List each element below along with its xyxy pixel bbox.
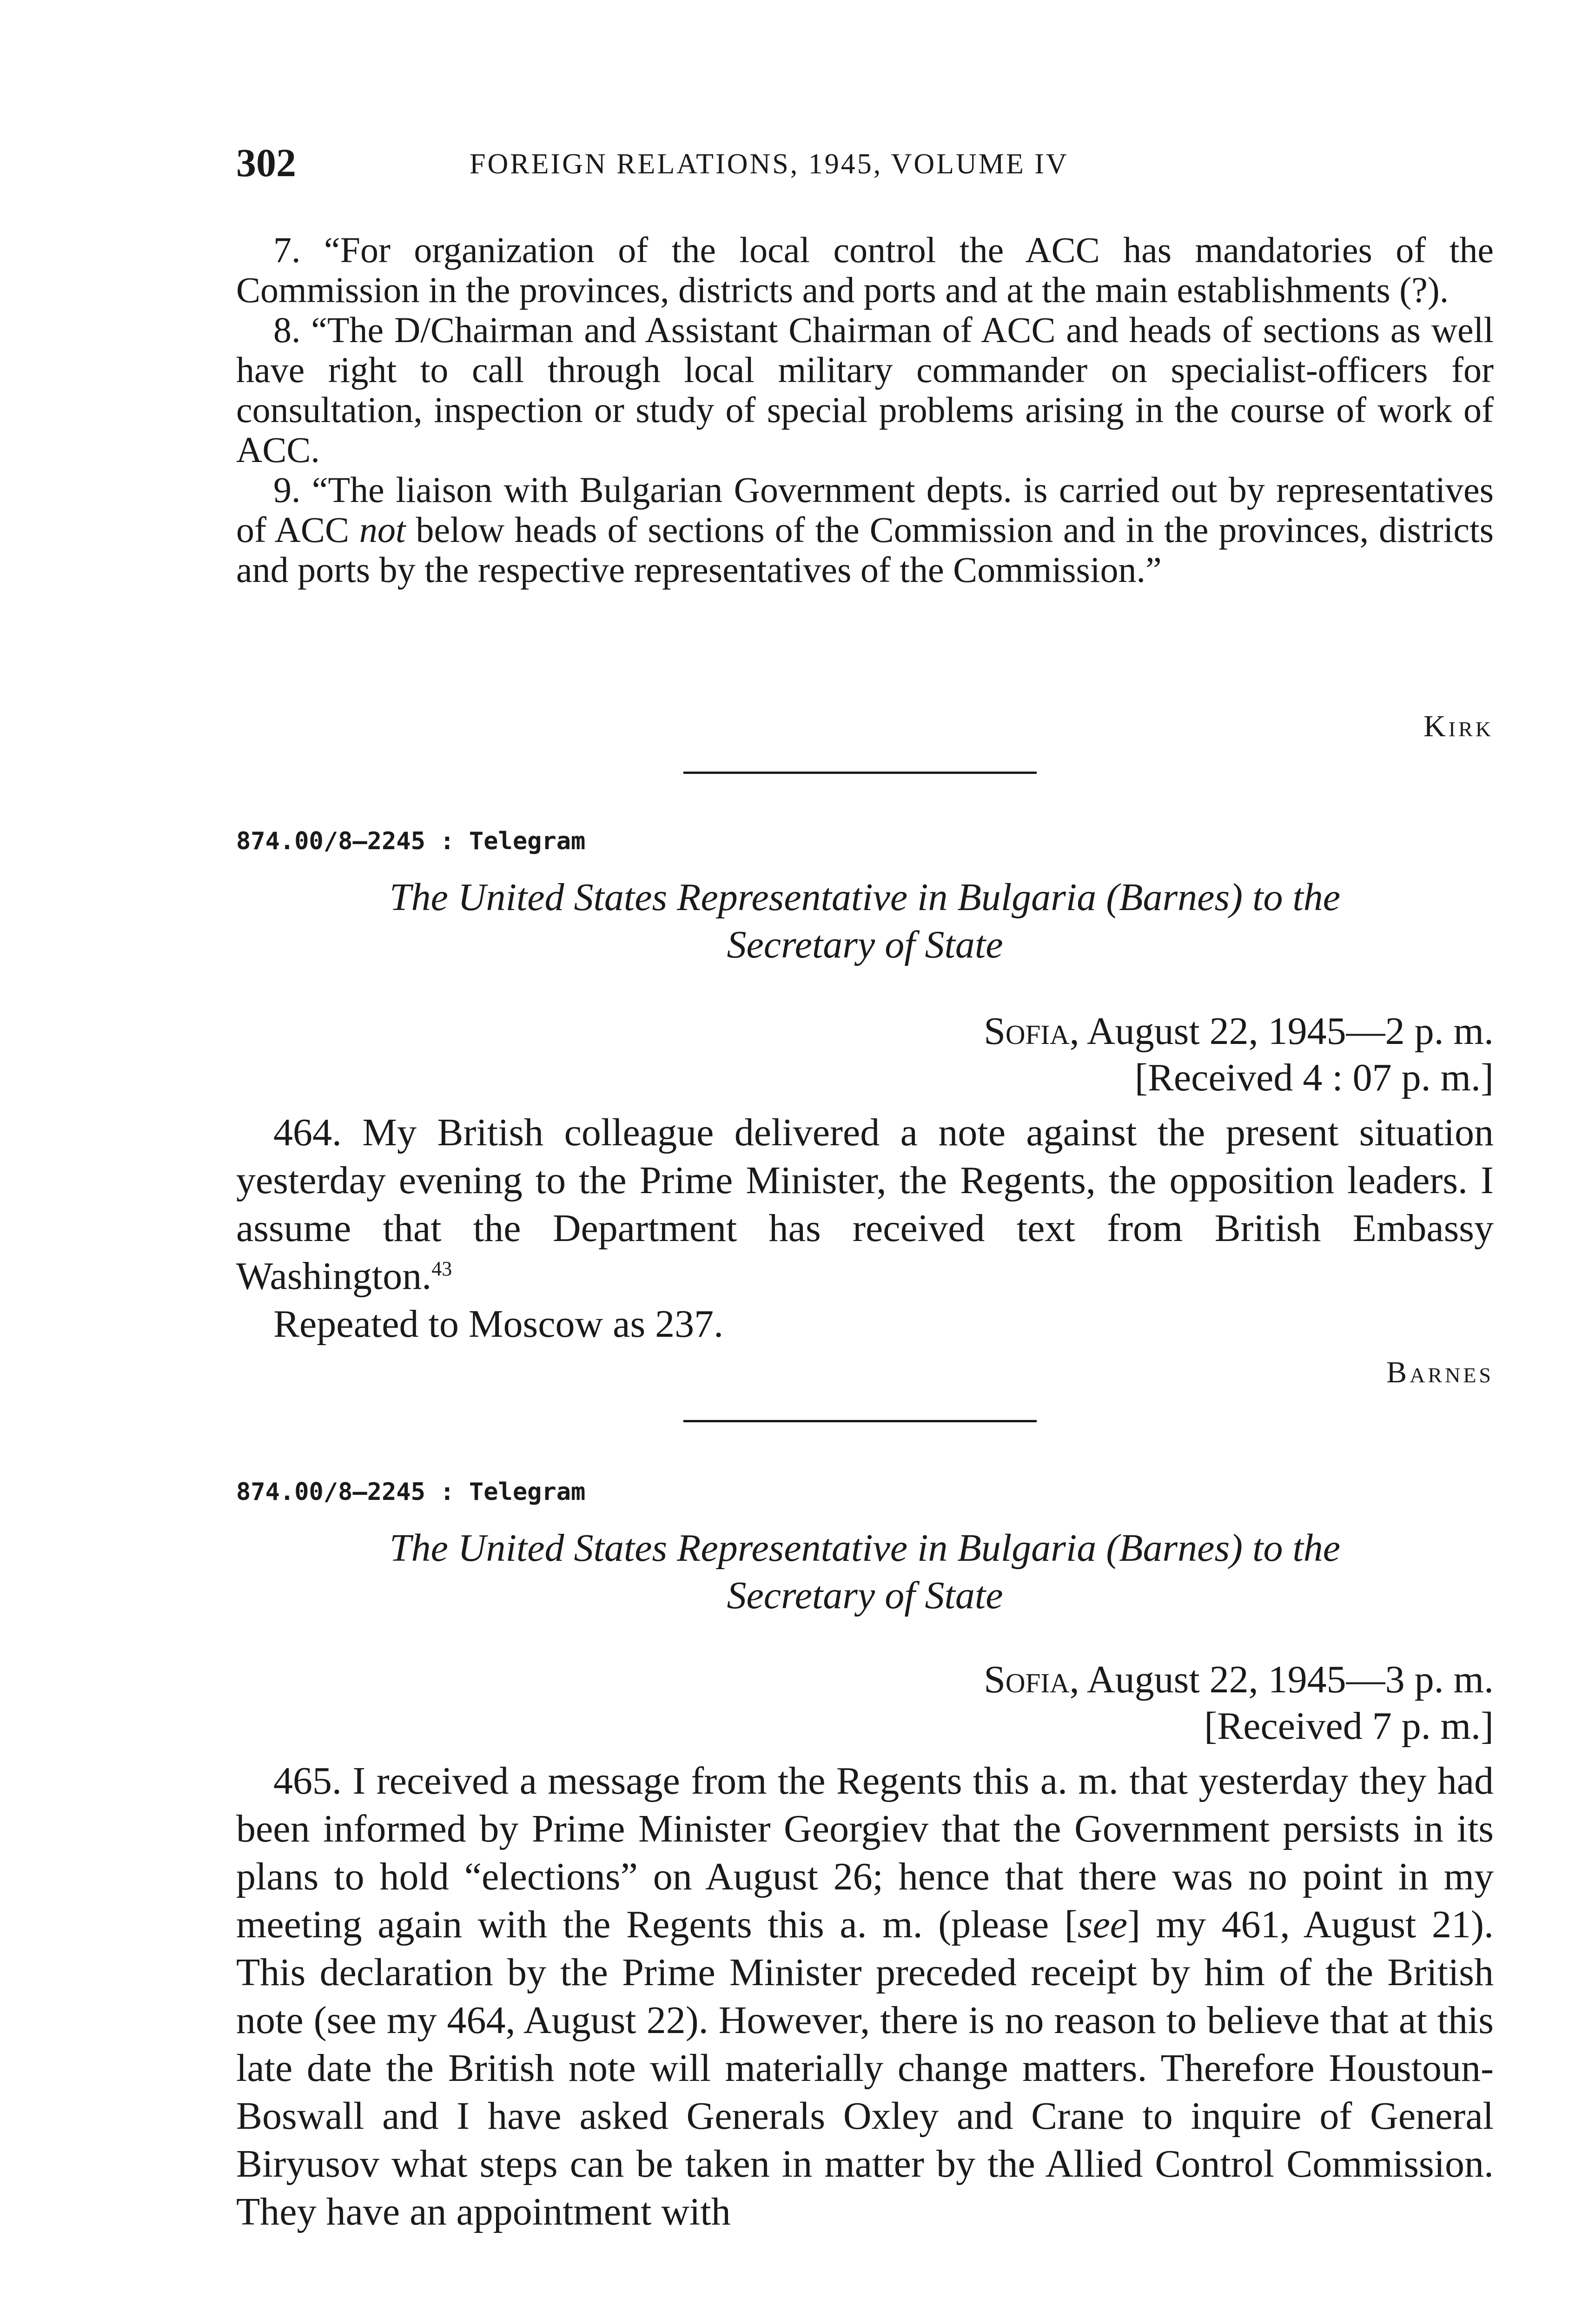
page-header	[236, 139, 1494, 191]
kirk-telegram-continuation	[236, 230, 1494, 590]
received-note: [Received 4 : 07 p. m.]	[1134, 1056, 1494, 1099]
document-title: The United States Representative in Bulgaria (Barnes) to the Secretary of State	[389, 876, 1341, 966]
paragraph-9: 9. “The liaison with Bulgarian Government depts. is carried out by representatives of ACC not below heads of sections of the Commission and in the provinces, districts and ports by the respective representatives of the Commission.”	[236, 469, 1494, 590]
dateline: Sofia, August 22, 1945—3 p. m.	[984, 1658, 1494, 1701]
signature-barnes: Barnes	[1386, 1355, 1494, 1389]
document-title: The United States Representative in Bulgaria (Barnes) to the Secretary of State	[389, 1526, 1341, 1617]
emphasis-not: not	[359, 509, 406, 550]
paragraph-464: 464. My British colleague delivered a note against the present situation yesterday evening to the Prime Minister, the Regents, the opposition leaders. I assume that the Department has received text from British Embassy Washington.$^{43}$	[236, 1111, 1494, 1298]
paragraph-465: 465. I received a message from the Regents this a. m. that yesterday they had been informed by Prime Minister Georgiev that the Government persists in its plans to hold “elections” on August 26; hence that there was no point in my meeting again with the Regents this a. m. (please [see] my 461, August 21). This declaration by the Prime Minister preceded receipt by him of the British note (see my 464, August 22). However, there is no reason to believe that at this late date the British note will materially change matters. Therefore Houstoun-Boswall and I have asked Generals Oxley and Crane to inquire of General Biryusov what steps can be taken in matter by the Allied Control Commission. They have an appointment with	[236, 1759, 1494, 2233]
telegram-464-body	[236, 1109, 1494, 1348]
footnote-marker: 43	[431, 1257, 452, 1280]
received-note: [Received 7 p. m.]	[1204, 1704, 1494, 1748]
section-divider	[683, 772, 1037, 774]
file-reference: 874.00/8–2245 : Telegram	[236, 827, 586, 855]
section-divider	[683, 1420, 1037, 1422]
dateline: Sofia, August 22, 1945—2 p. m.	[984, 1010, 1494, 1053]
paragraph-repeated: Repeated to Moscow as 237.	[273, 1302, 724, 1346]
emphasis-see: see	[1077, 1903, 1128, 1946]
paragraph-8: 8. “The D/Chairman and Assistant Chairman of ACC and heads of sections as well have right to call through local military commander on specialist-officers for consultation, inspection or study of special problems arising in the course of work of ACC.	[236, 310, 1494, 470]
page-number: 302	[236, 140, 296, 185]
paragraph-7: 7. “For organization of the local control the ACC has mandatories of the Commission in the provinces, districts and ports and at the main establishments (?).	[236, 230, 1494, 310]
telegram-465-body	[236, 1757, 1494, 2236]
running-title: FOREIGN RELATIONS, 1945, VOLUME IV	[470, 148, 1069, 180]
file-reference: 874.00/8–2245 : Telegram	[236, 1478, 586, 1506]
signature-kirk: Kirk	[1423, 709, 1494, 743]
